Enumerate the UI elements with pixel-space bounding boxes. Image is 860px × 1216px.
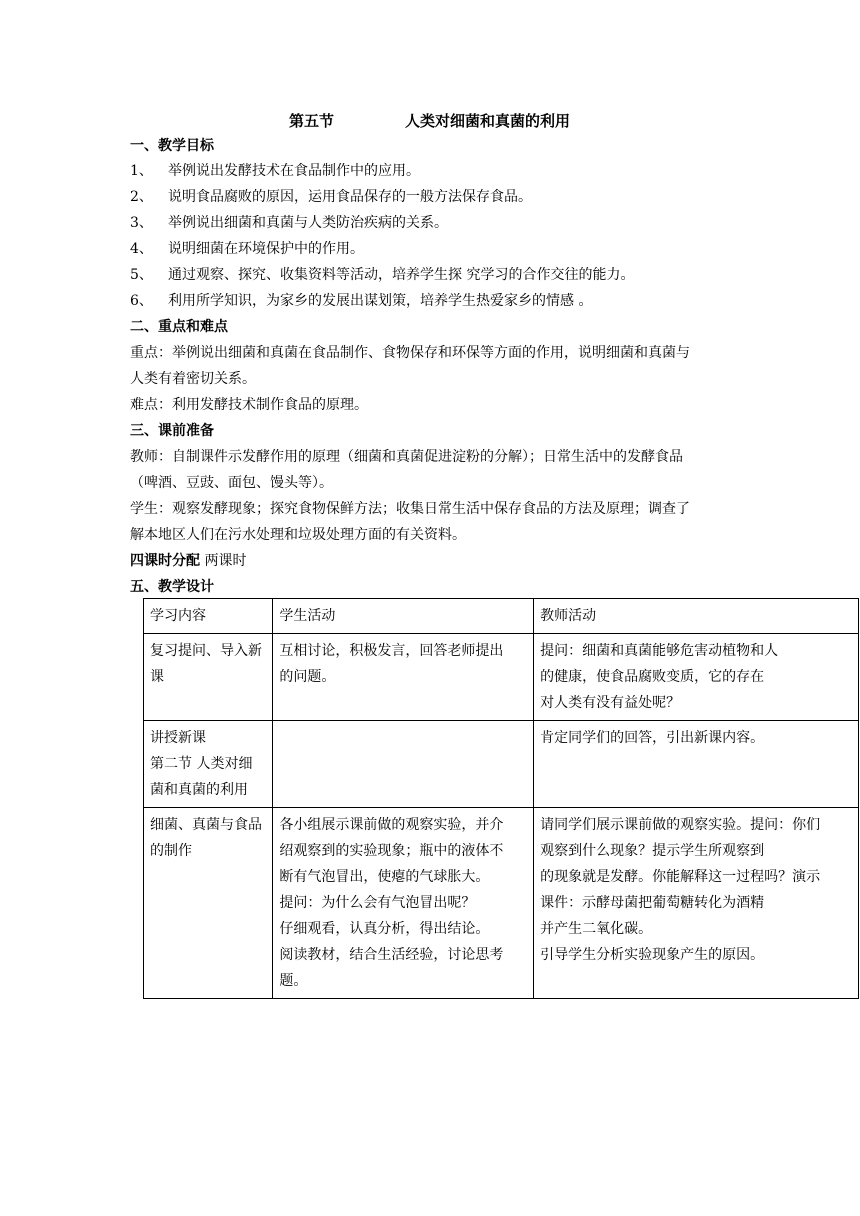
key-points-heading: 二、重点和难点 — [130, 319, 228, 335]
content-cell: 讲授新课 第二节 人类对细 菌和真菌的利用 — [144, 721, 273, 808]
table-row — [144, 808, 859, 999]
content-cell: 复习提问、导入新 课 — [144, 634, 273, 721]
difficult-point-text: 难点：利用发酵技术制作食品的原理。 — [130, 397, 368, 413]
prep-heading: 三、课前准备 — [130, 423, 214, 439]
goal-item: 1、 举例说出发酵技术在食品制作中的应用。 — [130, 163, 420, 179]
design-table — [143, 598, 859, 999]
table-header-cell: 学生活动 — [273, 599, 534, 634]
section-number: 第五节 — [289, 112, 335, 130]
hours-heading: 四课时分配 — [130, 553, 200, 569]
goals-heading: 一、教学目标 — [130, 138, 214, 154]
teacher-prep-text: （啤酒、豆豉、面包、馒头等）。 — [130, 475, 333, 491]
student-activity-cell — [273, 721, 534, 808]
table-header-cell: 教师活动 — [534, 599, 859, 634]
content-cell: 细菌、真菌与食品 的制作 — [144, 808, 273, 999]
table-row — [144, 634, 859, 721]
design-heading: 五、教学设计 — [130, 579, 214, 595]
key-point-text: 人类有着密切关系。 — [130, 371, 256, 387]
goal-item: 5、 通过观察、探究、收集资料等活动，培养学生探 究学习的合作交往的能力。 — [130, 267, 635, 283]
goal-item: 2、 说明食品腐败的原因，运用食品保存的一般方法保存食品。 — [130, 189, 532, 205]
hours-value: 两课时 — [204, 553, 247, 569]
teacher-activity-cell: 提问：细菌和真菌能够危害动植物和人 的健康，使食品腐败变质，它的存在 对人类有没有益处呢？ — [534, 634, 859, 721]
goal-item: 4、 说明细菌在环境保护中的作用。 — [130, 241, 364, 257]
teacher-activity-cell: 请同学们展示课前做的观察实验。提问：你们 观察到什么现象？提示学生所观察到 的现象就是发酵。你能解释这一过程吗？演示 课件：示酵母菌把葡萄糖转化为酒精 并产生二氧化碳。 引导学生分析实验现象产生的原因。 — [534, 808, 859, 999]
table-header-cell: 学习内容 — [144, 599, 273, 634]
table-row — [144, 721, 859, 808]
teacher-prep-text: 教师：自制课件示发酵作用的原理（细菌和真菌促进淀粉的分解）；日常生活中的发酵食品 — [130, 449, 683, 465]
hours-line — [130, 551, 246, 571]
section-title: 人类对细菌和真菌的利用 — [405, 112, 571, 130]
student-prep-text: 学生：观察发酵现象；探究食物保鲜方法；收集日常生活中保存食品的方法及原理；调查了 — [130, 501, 690, 517]
student-prep-text: 解本地区人们在污水处理和垃圾处理方面的有关资料。 — [130, 527, 466, 543]
student-activity-cell: 各小组展示课前做的观察实验，并介 绍观察到的实验现象；瓶中的液体不 断有气泡冒出，使瘪的气球胀大。 提问：为什么会有气泡冒出呢？ 仔细观看，认真分析，得出结论。 阅读教材，结合生活经验，讨论思考 题。 — [273, 808, 534, 999]
goal-item: 6、 利用所学知识，为家乡的发展出谋划策，培养学生热爱家乡的情感 。 — [130, 293, 593, 309]
key-point-text: 重点：举例说出细菌和真菌在食品制作、食物保存和环保等方面的作用，说明细菌和真菌与 — [130, 345, 690, 361]
student-activity-cell: 互相讨论，积极发言，回答老师提出 的问题。 — [273, 634, 534, 721]
table-header-row — [144, 599, 859, 634]
goal-item: 3、 举例说出细菌和真菌与人类防治疾病的关系。 — [130, 215, 448, 231]
teacher-activity-cell: 肯定同学们的回答，引出新课内容。 — [534, 721, 859, 808]
